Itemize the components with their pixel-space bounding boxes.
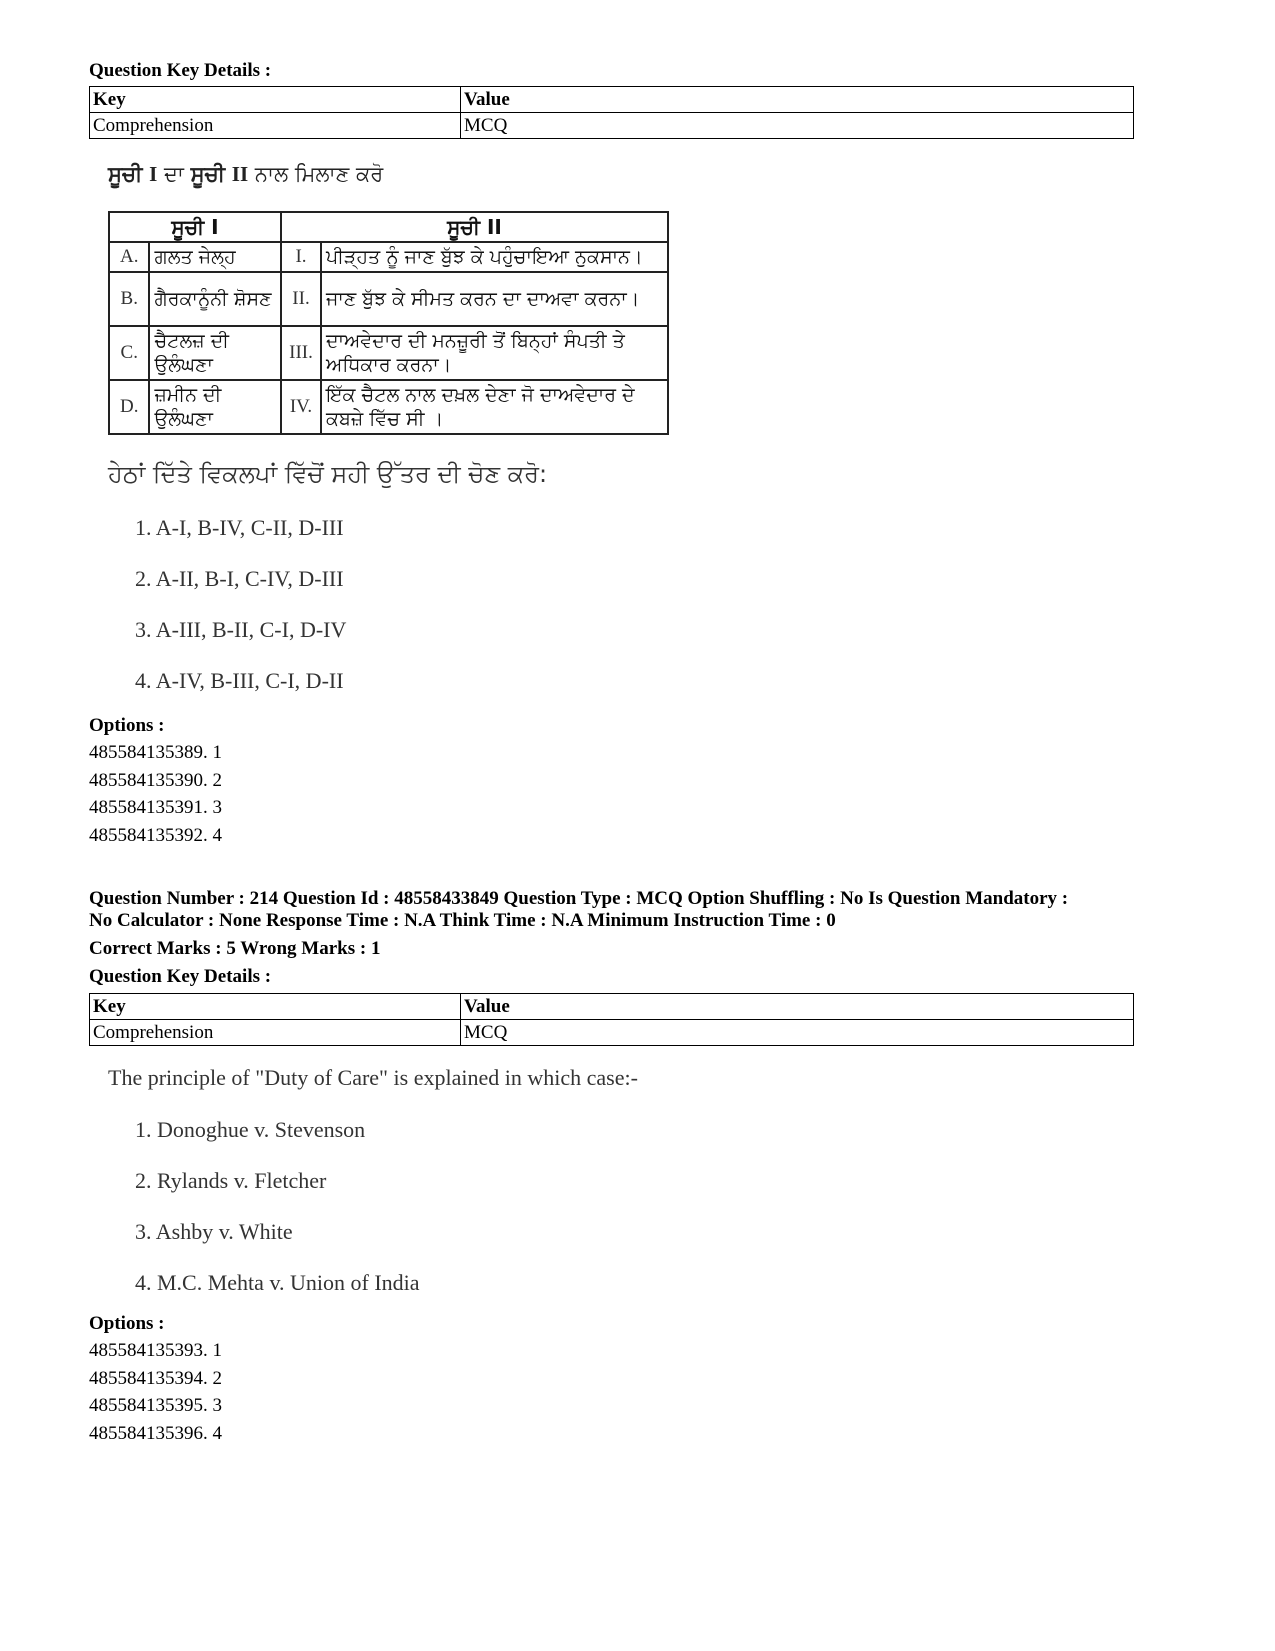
match-left-code: B.	[109, 272, 149, 326]
match-right-text: ਪੀੜ੍ਹਤ ਨੂੰ ਜਾਣ ਬੁੱਝ ਕੇ ਪਹੁੰਚਾਇਆ ਨੁਕਸਾਨ।	[321, 242, 668, 272]
table-cell-key: Comprehension	[90, 113, 461, 139]
match-left-text: ਚੈਟਲਜ਼ ਦੀ ਉਲੰਘਣਾ	[149, 326, 281, 380]
table-header-key: Key	[90, 87, 461, 113]
answer-choice: 1. A-I, B-IV, C-II, D-III	[135, 515, 344, 540]
match-row	[109, 242, 668, 272]
options-label: Options :	[89, 1313, 165, 1334]
option-item: 485584135389. 1	[89, 742, 222, 763]
key-details-label: Question Key Details :	[89, 966, 272, 987]
instruction-list-word: ਸੂਚੀ	[108, 162, 143, 186]
option-item: 485584135394. 2	[89, 1368, 222, 1389]
match-left-text: ਗਲਤ ਜੇਲ੍ਹ	[149, 242, 281, 272]
match-col1-header: ਸੂਚੀ I	[109, 212, 281, 242]
answer-choice: 2. A-II, B-I, C-IV, D-III	[135, 566, 344, 591]
table-header-value: Value	[461, 87, 1134, 113]
match-row	[109, 380, 668, 434]
table-row	[90, 1020, 1134, 1046]
table-header-row	[90, 87, 1134, 113]
table-row	[90, 113, 1134, 139]
option-item: 485584135391. 3	[89, 797, 222, 818]
option-item: 485584135395. 3	[89, 1395, 222, 1416]
match-row	[109, 272, 668, 326]
table-header-key: Key	[90, 994, 461, 1020]
instruction-list-i: I	[149, 162, 158, 186]
match-right-text: ਦਾਅਵੇਦਾਰ ਦੀ ਮਨਜ਼ੂਰੀ ਤੋਂ ਬਿਨ੍ਹਾਂ ਸੰਪਤੀ ਤੇ ਅਧਿਕਾਰ ਕਰਨਾ।	[321, 326, 668, 380]
question-prompt: ਹੇਠਾਂ ਦਿੱਤੇ ਵਿਕਲਪਾਂ ਵਿੱਚੋਂ ਸਹੀ ਉੱਤਰ ਦੀ ਚੋਣ ਕਰੋ:	[108, 460, 548, 488]
answer-choice: 3. Ashby v. White	[135, 1219, 293, 1244]
question-meta-line-2: No Calculator : None Response Time : N.A Think Time : N.A Minimum Instruction Time : 0	[89, 910, 836, 931]
option-item: 485584135392. 4	[89, 825, 222, 846]
match-left-code: C.	[109, 326, 149, 380]
key-details-table	[89, 86, 1134, 139]
question-prompt: The principle of "Duty of Care" is explained in which case:-	[108, 1065, 638, 1090]
key-details-label: Question Key Details :	[89, 60, 272, 81]
match-left-code: A.	[109, 242, 149, 272]
table-cell-value: MCQ	[461, 1020, 1134, 1046]
answer-choice: 4. A-IV, B-III, C-I, D-II	[135, 668, 344, 693]
match-right-code: III.	[281, 326, 321, 380]
option-item: 485584135393. 1	[89, 1340, 222, 1361]
match-right-code: II.	[281, 272, 321, 326]
instruction-list-ii: II	[231, 162, 249, 186]
options-label: Options :	[89, 715, 165, 736]
option-item: 485584135390. 2	[89, 770, 222, 791]
answer-choice: 3. A-III, B-II, C-I, D-IV	[135, 617, 347, 642]
match-instruction	[108, 162, 383, 187]
answer-choice: 2. Rylands v. Fletcher	[135, 1168, 327, 1193]
instruction-tail: ਨਾਲ ਮਿਲਾਣ ਕਰੋ	[254, 162, 384, 186]
match-left-text: ਜ਼ਮੀਨ ਦੀ ਉਲੰਘਣਾ	[149, 380, 281, 434]
match-right-code: I.	[281, 242, 321, 272]
option-item: 485584135396. 4	[89, 1423, 222, 1444]
match-right-text: ਜਾਣ ਬੁੱਝ ਕੇ ਸੀਮਤ ਕਰਨ ਦਾ ਦਾਅਵਾ ਕਰਨਾ।	[321, 272, 668, 326]
match-right-text: ਇੱਕ ਚੈਟਲ ਨਾਲ ਦਖ਼ਲ ਦੇਣਾ ਜੋ ਦਾਅਵੇਦਾਰ ਦੇ ਕਬਜ਼ੇ ਵਿੱਚ ਸੀ ।	[321, 380, 668, 434]
answer-choice: 4. M.C. Mehta v. Union of India	[135, 1270, 420, 1295]
match-left-text: ਗੈਰਕਾਨੂੰਨੀ ਸ਼ੋਸਣ	[149, 272, 281, 326]
table-cell-value: MCQ	[461, 113, 1134, 139]
key-details-table	[89, 993, 1134, 1046]
table-cell-key: Comprehension	[90, 1020, 461, 1046]
match-col2-header: ਸੂਚੀ II	[281, 212, 668, 242]
match-header-row	[109, 212, 668, 242]
question-meta-line-1: Question Number : 214 Question Id : 48558433849 Question Type : MCQ Option Shuffling : No Is Question Mandatory :	[89, 888, 1069, 909]
table-header-value: Value	[461, 994, 1134, 1020]
match-left-code: D.	[109, 380, 149, 434]
instruction-connector: ਦਾ	[164, 162, 184, 186]
answer-choice: 1. Donoghue v. Stevenson	[135, 1117, 366, 1142]
match-right-code: IV.	[281, 380, 321, 434]
match-table	[108, 211, 669, 435]
instruction-list-word-2: ਸੂਚੀ	[190, 162, 226, 186]
question-marks: Correct Marks : 5 Wrong Marks : 1	[89, 938, 381, 959]
match-row	[109, 326, 668, 380]
table-header-row	[90, 994, 1134, 1020]
